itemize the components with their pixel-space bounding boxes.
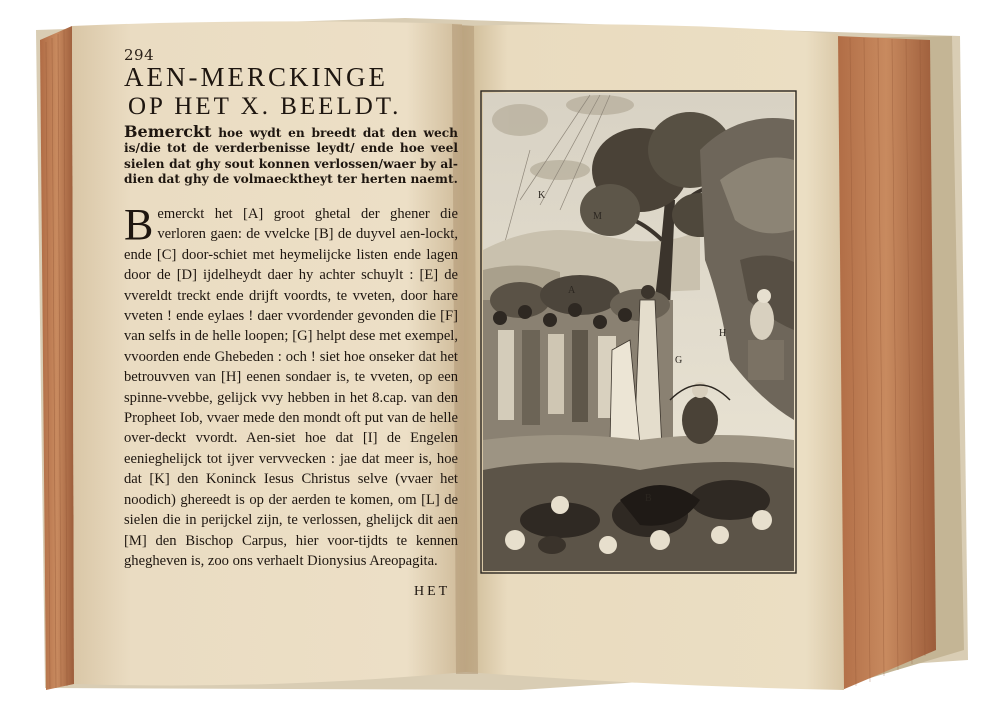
- engraving-label-h: H: [719, 328, 727, 339]
- engraving-label-a: A: [568, 285, 576, 296]
- engraving-label-b: B: [645, 493, 652, 504]
- intro-paragraph: [124, 124, 458, 188]
- catchword: HET: [414, 584, 451, 599]
- body-paragraph: emerckt het [A] groot ghetal der ghener die verloren gaen: de vvelcke [B] de duyvel aen-lockt, ende [C] door-schiet met heymelijcke listen ende lagen door de [D] ijdelheydt daer hy achter schuylt : [E] de vvereldt treckt ende drijft voordts, te vveten, door hare vveten ! ende eylaes ! daer vvordender gevonden die [F] van selfs in de helle loopen; [G] helpt dese met exempel, vvoorden ende Ghebeden : och ! siet hoe onseker dat het betrouvven van [H] eenen sondaer is, te vveten, op een spinne-vvebbe, gelijck vvy hebben in het 8.cap. van den Propheet Iob, vvaer mede den mondt oft put van de helle over-deckt vvordt. Aen-siet hoe dat [I] de Engelen eenieghelijck tot ijver vervvecken : jae dat meer is, hoe dat [K] den Koninck Iesus Christus selve (vvaer het noodich) ghereedt is op der aerden te komen, om [L] de sielen die in perijckel zijn, te verlossen, ghelijck dit aen [M] den Bischop Carpus, hier voor-tijdts te kennen ghegheven is, zoo ons verhaelt Dionysius Areopagita.: [124, 206, 458, 569]
- page-title: AEN-MERCKINGE: [124, 62, 388, 92]
- engraving-label-m: M: [593, 211, 602, 222]
- engraving-label-g: G: [675, 355, 683, 366]
- body-text: [124, 200, 458, 571]
- page-subtitle: OP HET X. BEELDT.: [128, 93, 402, 120]
- engraving: [483, 93, 794, 571]
- intro-text: hoe wydt en breedt dat den wech is/die tot de verderbenisse leydt/ ende hoe veel sielen dat ghy sout konnen verlossen/waer by al-dien dat ghy de volmaecktheyt ter herten naemt.: [124, 126, 458, 187]
- engraving-label-k: K: [538, 190, 546, 201]
- intro-lead: Bemerckt: [124, 122, 212, 141]
- drop-cap: B: [124, 200, 154, 249]
- left-page-edges: [40, 26, 74, 690]
- page-number: 294: [124, 46, 155, 64]
